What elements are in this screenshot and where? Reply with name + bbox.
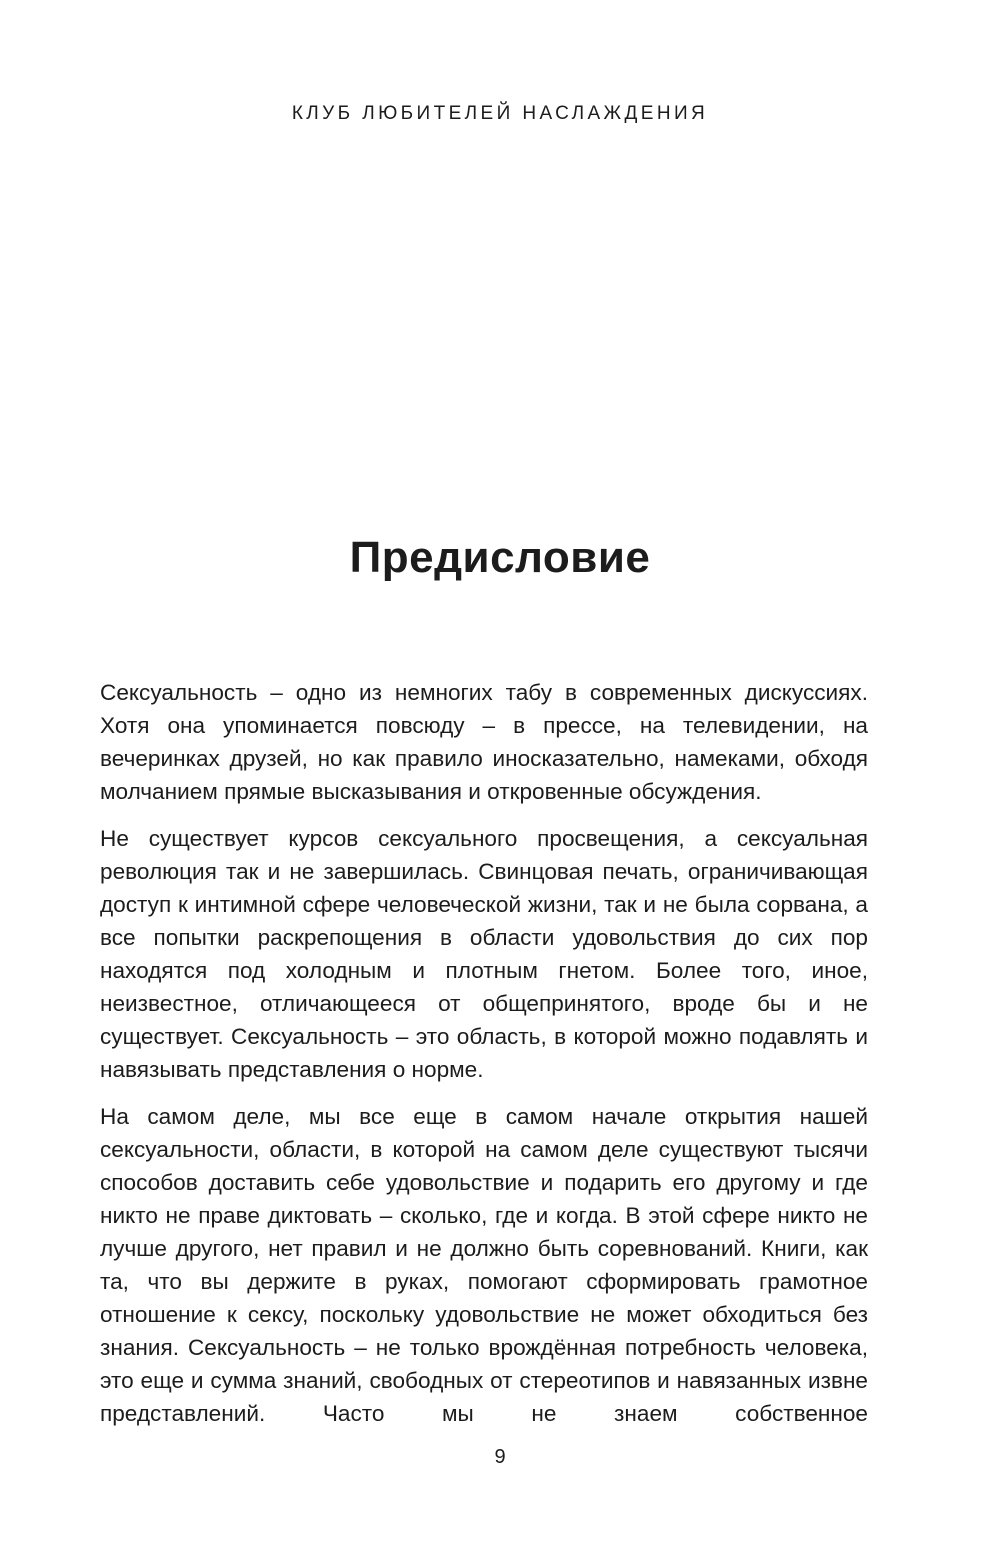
paragraph-2: Не существует курсов сексуального просвещения, а сексуальная революция так и не завершилась. Свинцовая печать, ограничивающая доступ к интимной сфере человеческой жизни, так и не была сорвана, а все попытки раскрепощения в области удовольствия до сих пор находятся под холодным и плотным гнетом. Более того, иное, неизвестное, отличающееся от общепринятого, вроде бы и не существует. Сексуальность – это область, в которой можно подавлять и навязывать представления о норме.	[100, 826, 868, 1082]
body-text	[100, 676, 868, 1444]
paragraph-3: На самом деле, мы все еще в самом начале открытия нашей сексуальности, области, в которой на самом деле существуют тысячи способов доставить себе удовольствие и подарить его другому и где никто не праве диктовать – сколько, где и когда. В этой сфере никто не лучше другого, нет правил и не должно быть соревнований. Книги, как та, что вы держите в руках, помогают сформировать грамотное отношение к сексу, поскольку удовольствие не может обходиться без знания. Сексуальность – не только врождённая потребность человека, это еще и сумма знаний, свободных от стереотипов и навязанных извне представлений. Часто мы не знаем собственное	[100, 1104, 868, 1426]
page-number: 9	[494, 1446, 506, 1468]
paragraph-1: Сексуальность – одно из немногих табу в современных дискуссиях. Хотя она упоминается повсюду – в прессе, на телевидении, на вечеринках друзей, но как правило иносказательно, намеками, обходя молчанием прямые высказывания и откровенные обсуждения.	[100, 680, 868, 804]
running-header: КЛУБ ЛЮБИТЕЛЕЙ НАСЛАЖДЕНИЯ	[291, 103, 709, 124]
chapter-title: Предисловие	[349, 533, 651, 582]
